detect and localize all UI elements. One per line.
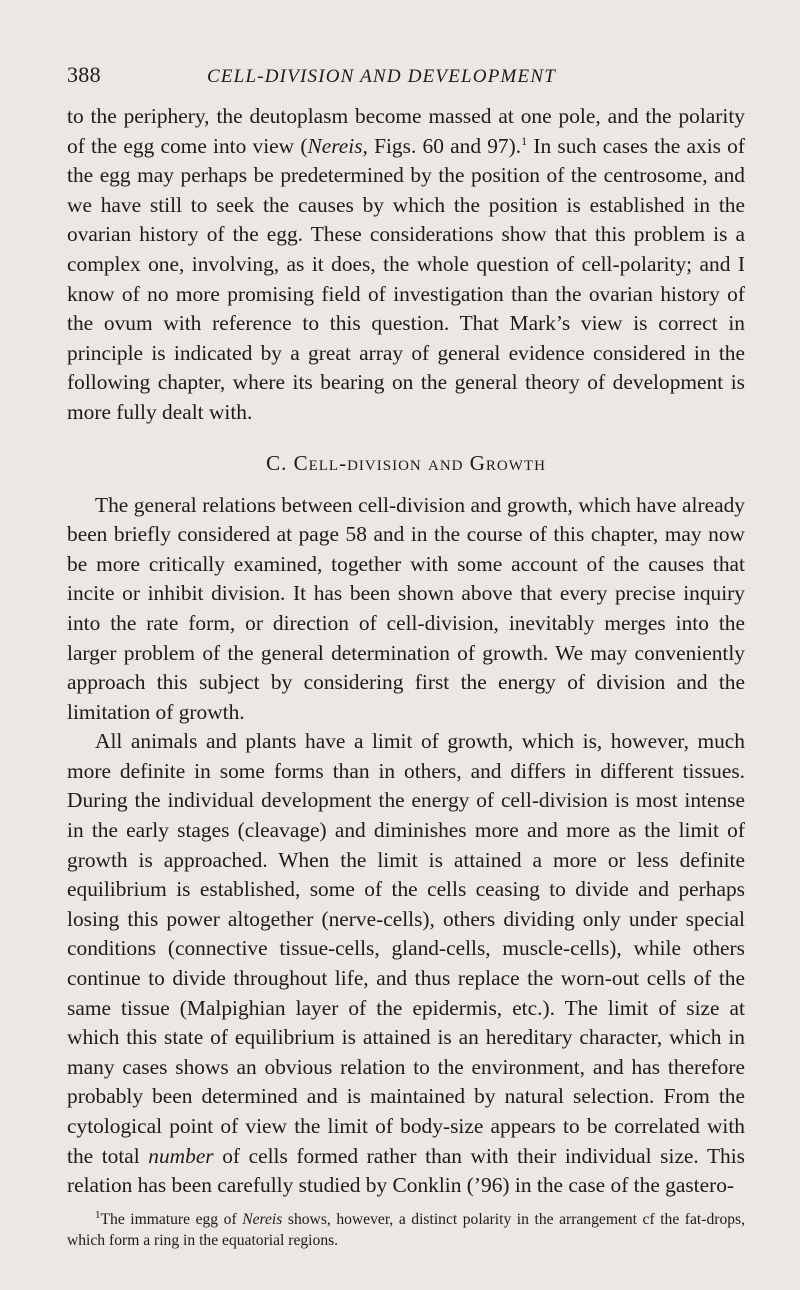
page-number: 388	[67, 62, 101, 87]
paragraph-3: All animals and plants have a limit of growth, which is, however, much more definite in some forms than in others, and differs in different tissues. During the individual development the energy of cell-division is most intense in the early stages (cleavage) and diminishes more and more as the limit of growth is approached. When the limit is attained a more or less definite equilibrium is established, some of the cells ceasing to divide and perhaps losing this power altogether (nerve-cells), others dividing only under special conditions (connective tissue-cells, gland-cells, muscle-cells), while others continue to divide throughout life, and thus replace the worn-out cells of the same tissue (Malpighian layer of the epidermis, etc.). The limit of size at which this state of equilibrium is attained is an hereditary character, which in many cases shows an obvious relation to the environment, and has therefore probably been determined and is maintained by natural selection. From the cytological point of view the limit of body-size appears to be correlated with the total number of cells formed rather than with their individual size. This relation has been carefully studied by Conklin (’96) in the case of the gastero-	[67, 729, 745, 1198]
footnote: $^1$The immature egg of Nereis shows, however, a distinct polarity in the arrangement cf the fat-drops, which form a ring in the equatorial regions.	[67, 1208, 745, 1249]
body-text	[67, 102, 745, 1201]
running-head	[67, 62, 745, 102]
paragraph-1: to the periphery, the deutoplasm become massed at one pole, and the polarity of the egg come into view (Nereis, Figs. 60 and 97).$^1$ In such cases the axis of the egg may perhaps be predetermined by the position of the centrosome, and we have still to seek the causes by which the position is established in the ovarian history of the egg. These considerations show that this problem is a complex one, involving, as it does, the whole question of cell-polarity; and I know of no more promising field of investigation than the ovarian history of the ovum with reference to this question. That Mark’s view is correct in principle is indicated by a great array of general evidence considered in the following chapter, where its bearing on the general theory of development is more fully dealt with.	[67, 104, 745, 424]
running-title: CELL-DIVISION AND DEVELOPMENT	[207, 66, 557, 87]
footnote-marker: 1	[521, 133, 528, 148]
footnote-number: 1	[95, 1208, 101, 1221]
footnote-italic-genus: Nereis	[242, 1210, 283, 1228]
italic-genus: Nereis,	[307, 133, 368, 158]
italic-number: number	[148, 1143, 214, 1168]
section-heading: C. Cell-division and Growth	[266, 450, 546, 475]
paragraph-2: The general relations between cell-division and growth, which have already been briefly considered at page 58 and in the course of this chapter, may now be more critically examined, together with some account of the causes that incite or inhibit division. It has been shown above that every precise inquiry into the rate form, or direction of cell-division, inevitably merges into the larger problem of the general determination of growth. We may conveniently approach this subject by considering first the energy of division and the limitation of growth.	[67, 492, 745, 724]
